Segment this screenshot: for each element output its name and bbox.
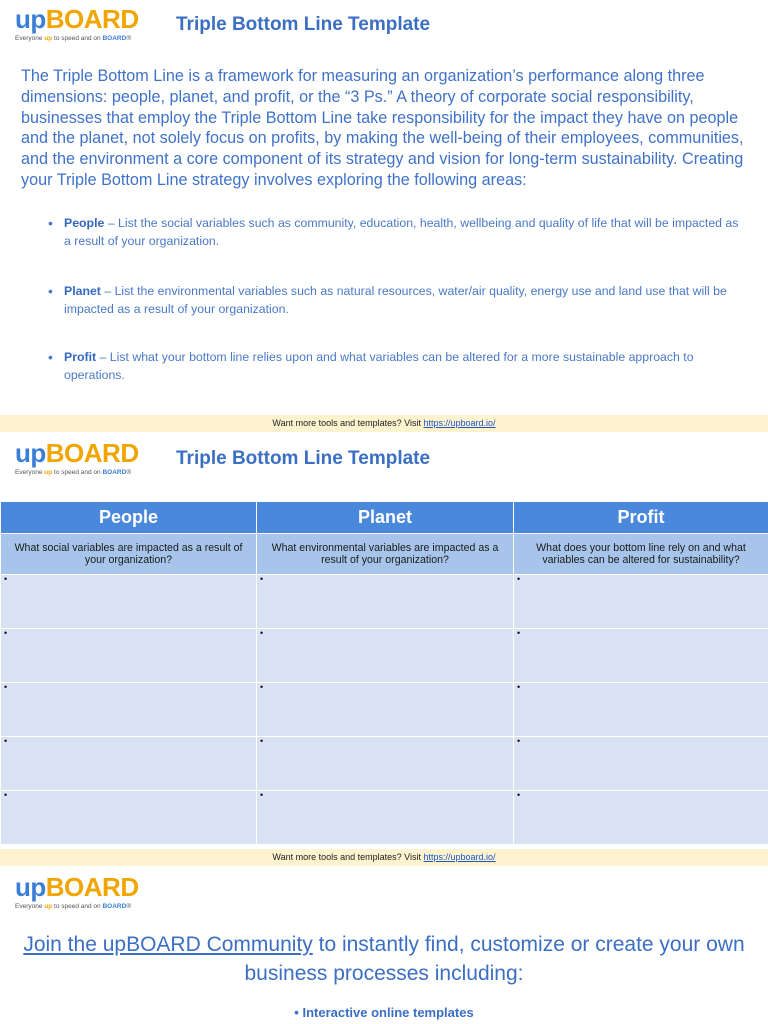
- input-cell-people[interactable]: •: [1, 629, 257, 683]
- bullet-icon: •: [48, 349, 53, 365]
- feature-text: Interactive online templates: [302, 1005, 474, 1020]
- table-row: [1, 683, 768, 737]
- slide-template-table: [0, 434, 768, 866]
- page-title: Triple Bottom Line Template: [176, 14, 431, 35]
- input-cell-profit[interactable]: •: [514, 737, 768, 791]
- table-row: [1, 791, 768, 845]
- page-title: Triple Bottom Line Template: [176, 448, 431, 469]
- footer-banner: Want more tools and templates? Visit https://upboard.io/: [0, 849, 768, 866]
- upboard-link[interactable]: https://upboard.io/: [423, 418, 496, 428]
- bullet-icon: •: [48, 215, 53, 231]
- upboard-logo[interactable]: upBOARD Everyone up to speed and on BOARD®: [15, 439, 145, 476]
- input-cell-people[interactable]: •: [1, 683, 257, 737]
- question-planet: What environmental variables are impacted as a result of your organization?: [257, 534, 514, 575]
- list-item-profit: [48, 348, 748, 384]
- logo-tagline: Everyone up to speed and on BOARD®: [15, 35, 132, 42]
- list-item-planet: [48, 282, 748, 318]
- input-cell-people[interactable]: •: [1, 575, 257, 629]
- upboard-logo[interactable]: upBOARD Everyone up to speed and on BOARD®: [15, 5, 145, 42]
- bullet-text: – List the social variables such as community, education, health, wellbeing and quality of life that will be impacted as a result of your organization.: [64, 216, 739, 248]
- upboard-link[interactable]: https://upboard.io/: [423, 852, 496, 862]
- bullet-term: Profit: [64, 350, 97, 364]
- join-community-link[interactable]: Join the upBOARD Community: [23, 933, 313, 956]
- input-cell-people[interactable]: •: [1, 791, 257, 845]
- input-cell-planet[interactable]: •: [257, 737, 514, 791]
- input-cell-people[interactable]: •: [1, 737, 257, 791]
- slide-community-cta: [0, 868, 768, 1024]
- input-cell-profit[interactable]: •: [514, 791, 768, 845]
- table-row: [1, 629, 768, 683]
- bullet-icon: •: [48, 283, 53, 299]
- question-profit: What does your bottom line rely on and what variables can be altered for sustainability?: [514, 534, 768, 575]
- question-row: [1, 534, 768, 575]
- logo-tagline: Everyone up to speed and on BOARD®: [15, 903, 132, 910]
- community-call-to-action: Join the upBOARD Community to instantly find, customize or create your own business processes including:: [23, 933, 745, 985]
- input-cell-profit[interactable]: •: [514, 575, 768, 629]
- upboard-logo[interactable]: upBOARD Everyone up to speed and on BOARD®: [15, 873, 145, 910]
- column-header-planet: Planet: [257, 502, 514, 534]
- list-item-people: [48, 214, 748, 250]
- input-cell-planet[interactable]: •: [257, 683, 514, 737]
- slide-intro: [0, 0, 768, 432]
- input-cell-profit[interactable]: •: [514, 629, 768, 683]
- input-cell-profit[interactable]: •: [514, 683, 768, 737]
- table-header-row: [1, 502, 768, 534]
- input-cell-planet[interactable]: •: [257, 629, 514, 683]
- bullet-term: Planet: [64, 284, 101, 298]
- bullet-text: – List the environmental variables such as natural resources, water/air quality, energy use and land use that will be impacted as a result of your organization.: [64, 284, 727, 316]
- input-cell-planet[interactable]: •: [257, 791, 514, 845]
- column-header-people: People: [1, 502, 257, 534]
- table-row: [1, 575, 768, 629]
- bullet-text: – List what your bottom line relies upon and what variables can be altered for a more sustainable approach to operations.: [64, 350, 694, 382]
- question-people: What social variables are impacted as a result of your organization?: [1, 534, 257, 575]
- intro-paragraph: The Triple Bottom Line is a framework for measuring an organization’s performance along three dimensions: people, planet, and profit, or the “3 Ps.” A theory of corporate social responsibility, businesses that employ the Triple Bottom Line take responsibility for the impact they have on people and the planet, not solely focus on profits, by making the well-being of their employees, communities, and the environment a core component of its strategy and vision for long-term sustainability. Creating your Triple Bottom Line strategy involves exploring the following areas:: [21, 67, 744, 189]
- table-row: [1, 737, 768, 791]
- list-item-feature: [0, 1005, 768, 1020]
- logo-tagline: Everyone up to speed and on BOARD®: [15, 469, 132, 476]
- column-header-profit: Profit: [514, 502, 768, 534]
- input-cell-planet[interactable]: •: [257, 575, 514, 629]
- bullet-icon: •: [294, 1005, 299, 1020]
- tbl-table: [0, 501, 768, 845]
- footer-banner: Want more tools and templates? Visit https://upboard.io/: [0, 415, 768, 432]
- bullet-term: People: [64, 216, 105, 230]
